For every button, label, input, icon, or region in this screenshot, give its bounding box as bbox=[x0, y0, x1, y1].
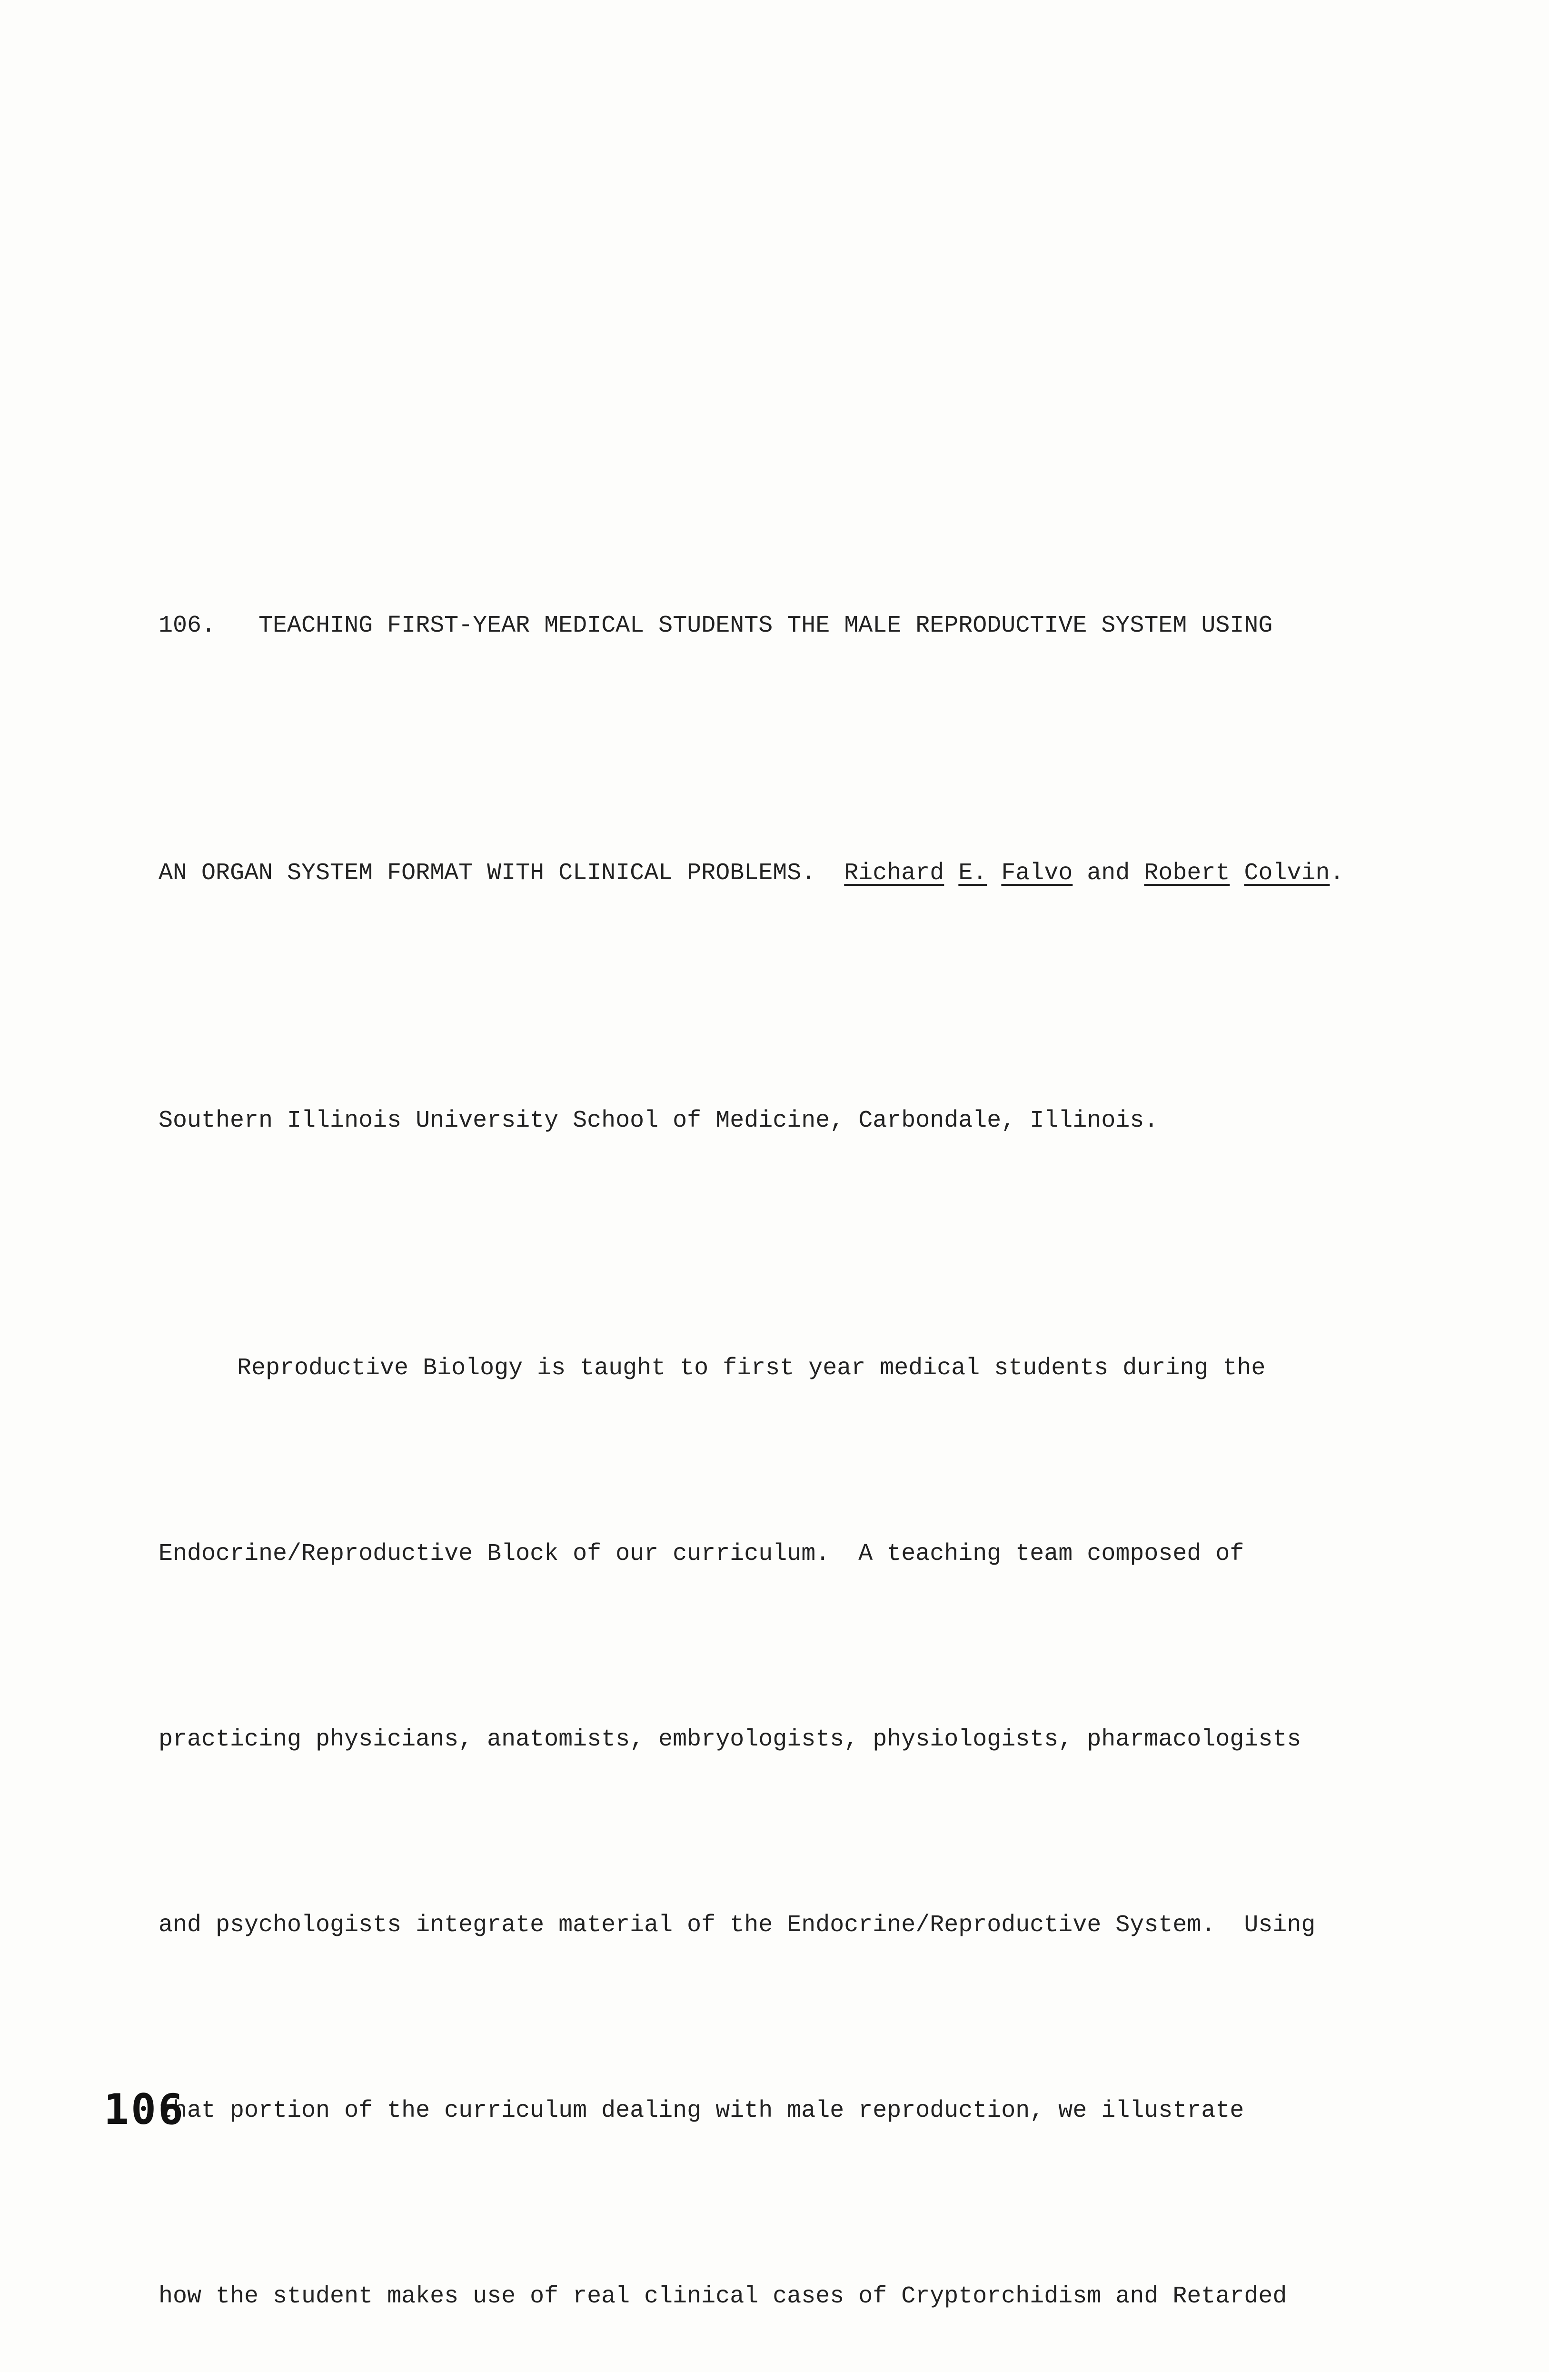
body-line-5: that portion of the curriculum dealing with male reproduction, we illustrate bbox=[159, 2097, 1244, 2124]
body-line-3: practicing physicians, anatomists, embryologists, physiologists, pharmacologists bbox=[159, 1726, 1301, 1753]
page-number: 106 bbox=[104, 2085, 185, 2134]
title-line-1 bbox=[159, 595, 1482, 657]
abstract-number: 106. bbox=[159, 612, 216, 639]
title-line-2: AN ORGAN SYSTEM FORMAT WITH CLINICAL PROBLEMS. Richard E. Falvo and Robert Colvin. bbox=[159, 860, 1344, 887]
author1-initial: E. bbox=[958, 860, 987, 887]
body-line-1: Reproductive Biology is taught to first year medical students during the bbox=[237, 1355, 1266, 1382]
body-line-6: how the student makes use of real clinical cases of Cryptorchidism and Retarded bbox=[159, 2283, 1287, 2310]
authors-and: and bbox=[1087, 860, 1130, 887]
author2-first-name: Robert bbox=[1144, 860, 1230, 887]
abstract-106 bbox=[159, 409, 1482, 2380]
author1-first-name: Richard bbox=[844, 860, 944, 887]
affiliation: Southern Illinois University School of Medicine, Carbondale, Illinois. bbox=[159, 1107, 1159, 1134]
body-line-4: and psychologists integrate material of the Endocrine/Reproductive System. Using bbox=[159, 1912, 1316, 1939]
author2-last-name: Colvin bbox=[1244, 860, 1330, 887]
abstract-title-part-1: TEACHING FIRST-YEAR MEDICAL STUDENTS THE MALE REPRODUCTIVE SYSTEM USING bbox=[258, 612, 1273, 639]
author1-last-name: Falvo bbox=[1001, 860, 1073, 887]
abstract-title-part-2: AN ORGAN SYSTEM FORMAT WITH CLINICAL PROBLEMS. bbox=[159, 860, 816, 887]
body-line-2: Endocrine/Reproductive Block of our curriculum. A teaching team composed of bbox=[159, 1540, 1244, 1567]
